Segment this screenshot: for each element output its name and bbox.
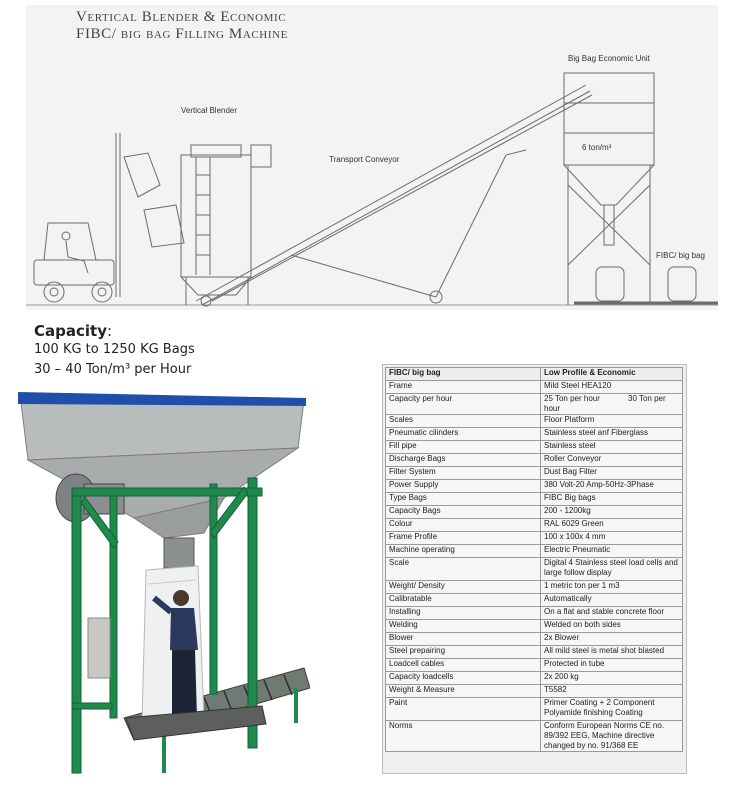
diagram-title-line1: Vertical Blender & Economic [76, 9, 287, 25]
spec-value: 380 Volt-20 Amp-50Hz-3Phase [541, 480, 683, 493]
table-row [386, 581, 683, 594]
spec-value: FIBC Big bags [541, 493, 683, 506]
spec-value: Automatically [541, 594, 683, 607]
spec-value: 100 x 100x 4 mm [541, 532, 683, 545]
label-fibc-bag: FIBC/ big bag [656, 251, 705, 260]
spec-value: Mild Steel HEA120 [541, 381, 683, 394]
spec-value: 1 metric ton per 1 m3 [541, 581, 683, 594]
spec-value: Digital 4 Stainless steel load cells and large follow display [541, 558, 683, 581]
spec-label: Welding [386, 620, 541, 633]
filling-machine-photo [14, 388, 310, 780]
spec-label: Machine operating [386, 545, 541, 558]
table-row [386, 506, 683, 519]
spec-value: Electric Pneumatic [541, 545, 683, 558]
table-row [386, 415, 683, 428]
big-bag-unit-drawing [564, 73, 718, 305]
diagram-title-line2: FIBC/ big bag Filling Machine [76, 26, 288, 42]
table-row [386, 493, 683, 506]
table-row [386, 659, 683, 672]
spec-label: Discharge Bags [386, 454, 541, 467]
spec-value: T5582 [541, 685, 683, 698]
spec-value: Primer Coating + 2 Component Polyamide finishing Coating [541, 698, 683, 721]
spec-value [541, 394, 683, 415]
blender-drum-drawing [124, 153, 184, 247]
spec-value: On a flat and stable concrete floor [541, 607, 683, 620]
label-vertical-blender: Vertical Blender [181, 106, 238, 115]
spec-value: All mild steel is metal shot blasted [541, 646, 683, 659]
header-cell: FIBC/ big bag [386, 368, 541, 381]
label-hopper-capacity: 6 ton/m³ [582, 143, 612, 152]
spec-table-header [386, 368, 683, 381]
capacity-bag-range: 100 KG to 1250 KG Bags [34, 342, 195, 357]
spec-label: Loadcell cables [386, 659, 541, 672]
spec-value-option: 30 Ton per hour [544, 394, 666, 413]
capacity-colon: : [106, 322, 113, 340]
spec-label: Blower [386, 633, 541, 646]
table-row [386, 394, 683, 415]
diagram-title [76, 9, 288, 43]
spec-label: Capacity per hour [386, 394, 541, 415]
table-row [386, 467, 683, 480]
spec-value: Conform European Norms CE no. 89/392 EEG, Machine directive changed by no. 91/368 EE [541, 721, 683, 752]
table-row [386, 545, 683, 558]
spec-label: Weight & Measure [386, 685, 541, 698]
spec-value: Dust Bag Filter [541, 467, 683, 480]
header-cell: Low Profile & Economic [541, 368, 683, 381]
capacity-throughput: 30 – 40 Ton/m³ per Hour [34, 362, 192, 377]
spec-label: Type Bags [386, 493, 541, 506]
table-row [386, 633, 683, 646]
spec-label: Frame [386, 381, 541, 394]
hopper-drawing [18, 392, 306, 538]
table-row [386, 428, 683, 441]
spec-label: Installing [386, 607, 541, 620]
spec-value: 200 - 1200kg [541, 506, 683, 519]
forklift-drawing [34, 133, 120, 302]
table-row [386, 480, 683, 493]
table-row [386, 381, 683, 394]
vertical-blender-drawing [181, 145, 271, 305]
table-row [386, 607, 683, 620]
table-row [386, 672, 683, 685]
table-row [386, 620, 683, 633]
table-row [386, 532, 683, 545]
spec-label: Colour [386, 519, 541, 532]
capacity-title: Capacity [34, 322, 107, 340]
table-row [386, 519, 683, 532]
plant-schematic-diagram [26, 5, 718, 310]
spec-label: Power Supply [386, 480, 541, 493]
control-cabinet-drawing [88, 618, 110, 678]
label-big-bag-unit: Big Bag Economic Unit [568, 54, 650, 63]
spec-value: Floor Platform [541, 415, 683, 428]
spec-label: Scales [386, 415, 541, 428]
spec-value: 2x 200 kg [541, 672, 683, 685]
spec-label: Scale [386, 558, 541, 581]
spec-value: Stainless steel [541, 441, 683, 454]
spec-value: RAL 6029 Green [541, 519, 683, 532]
spec-label: Filter System [386, 467, 541, 480]
table-row [386, 558, 683, 581]
spec-label: Capacity loadcells [386, 672, 541, 685]
table-row [386, 454, 683, 467]
spec-value: Roller Conveyor [541, 454, 683, 467]
spec-label: Calibratable [386, 594, 541, 607]
spec-table [385, 367, 683, 752]
spec-value: Stainless steel anf Fiberglass [541, 428, 683, 441]
table-row [386, 698, 683, 721]
spec-value: 2x Blower [541, 633, 683, 646]
spec-label: Fill pipe [386, 441, 541, 454]
spec-label: Capacity Bags [386, 506, 541, 519]
spec-label: Steel prepairing [386, 646, 541, 659]
transport-conveyor-drawing [196, 85, 592, 306]
spec-value: Protected in tube [541, 659, 683, 672]
spec-label: Norms [386, 721, 541, 752]
spec-label: Pneumatic cilinders [386, 428, 541, 441]
table-row [386, 721, 683, 752]
table-row [386, 646, 683, 659]
table-row [386, 441, 683, 454]
spec-label: Paint [386, 698, 541, 721]
spec-label: Weight/ Density [386, 581, 541, 594]
capacity-block [34, 321, 195, 380]
spec-value-option: 25 Ton per hour [544, 394, 600, 403]
table-row [386, 594, 683, 607]
table-row [386, 685, 683, 698]
spec-value: Welded on both sides [541, 620, 683, 633]
label-transport-conveyor: Transport Conveyor [329, 155, 400, 164]
spec-label: Frame Profile [386, 532, 541, 545]
